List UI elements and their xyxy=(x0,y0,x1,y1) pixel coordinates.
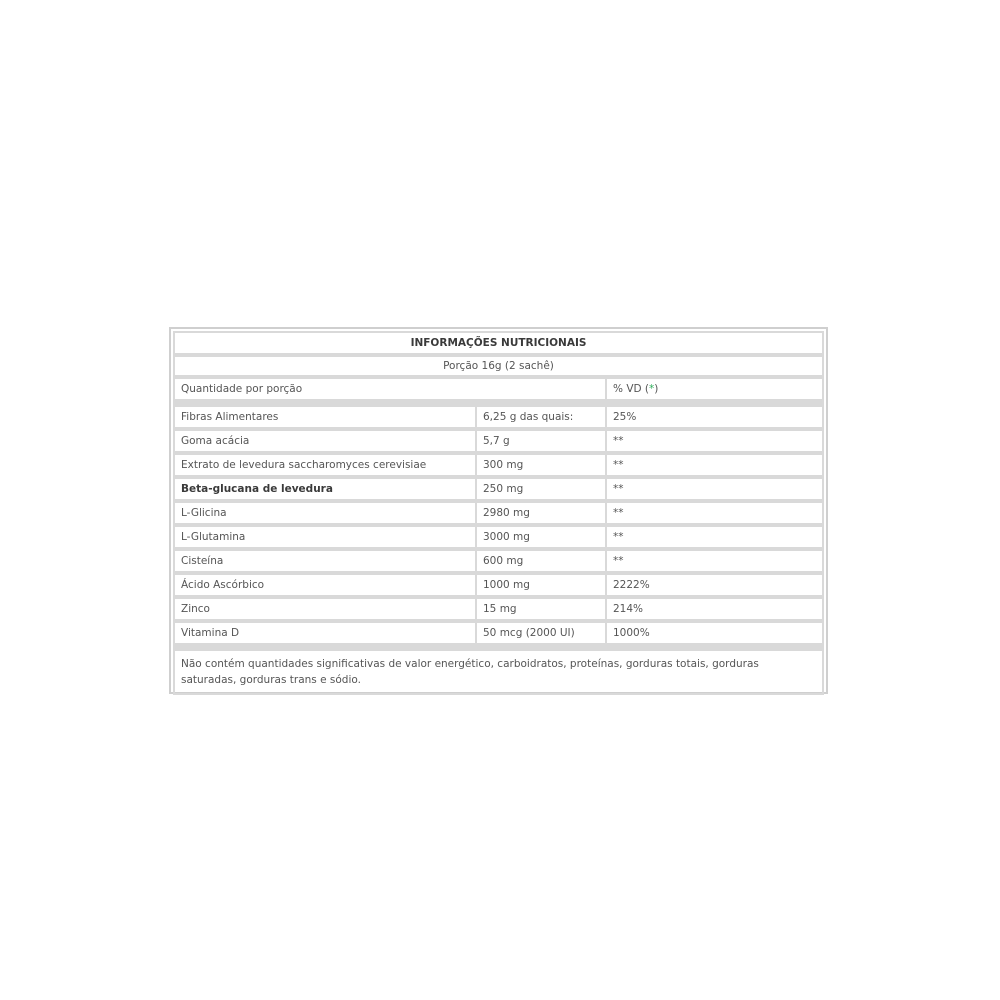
table-row xyxy=(173,453,824,477)
nutrient-vd: 214% xyxy=(613,603,644,615)
nutrient-vd: ** xyxy=(613,459,624,471)
vd-suffix: ) xyxy=(654,383,659,395)
table-footnote: Não contém quantidades significativas de valor energético, carboidratos, proteínas, gorduras totais, gorduras saturadas, gorduras trans e sódio. xyxy=(173,649,824,695)
table-row xyxy=(173,477,824,501)
vd-prefix: % VD ( xyxy=(613,383,650,395)
nutrient-name: L-Glutamina xyxy=(175,527,477,547)
table-row xyxy=(173,525,824,549)
nutrient-name: Cisteína xyxy=(175,551,477,571)
header-row xyxy=(173,377,824,401)
nutrient-vd: ** xyxy=(613,507,624,519)
nutrient-amount: 2980 mg xyxy=(477,503,607,523)
table-row xyxy=(173,573,824,597)
nutrient-name: Beta-glucana de levedura xyxy=(175,479,477,499)
nutrient-amount: 6,25 g das quais: xyxy=(477,407,607,427)
nutrient-amount: 50 mcg (2000 UI) xyxy=(477,623,607,643)
nutrient-vd: ** xyxy=(613,555,624,567)
serving-row xyxy=(173,355,824,377)
nutrient-name: Goma acácia xyxy=(175,431,477,451)
nutrient-name: Vitamina D xyxy=(175,623,477,643)
nutrient-vd: ** xyxy=(613,435,624,447)
table-row xyxy=(173,501,824,525)
table-row xyxy=(173,621,824,645)
nutrient-amount: 250 mg xyxy=(477,479,607,499)
nutrient-amount: 5,7 g xyxy=(477,431,607,451)
nutrient-amount: 3000 mg xyxy=(477,527,607,547)
nutrient-name: Ácido Ascórbico xyxy=(175,575,477,595)
nutrient-amount: 300 mg xyxy=(477,455,607,475)
vd-asterisk: * xyxy=(649,383,655,395)
nutrient-vd: 1000% xyxy=(613,627,650,639)
nutrient-amount: 1000 mg xyxy=(477,575,607,595)
table-row xyxy=(173,405,824,429)
nutrient-vd: ** xyxy=(613,483,624,495)
nutrition-table xyxy=(169,327,828,694)
nutrient-name: Zinco xyxy=(175,599,477,619)
vd-header xyxy=(607,379,822,399)
nutrient-name: Fibras Alimentares xyxy=(175,407,477,427)
serving-size: Porção 16g (2 sachê) xyxy=(443,360,554,372)
nutrient-name: Extrato de levedura saccharomyces cerevisiae xyxy=(175,455,477,475)
nutrient-name: L-Glicina xyxy=(175,503,477,523)
nutrient-amount: 600 mg xyxy=(477,551,607,571)
table-row xyxy=(173,429,824,453)
table-row xyxy=(173,549,824,573)
quantity-header: Quantidade por porção xyxy=(175,379,607,399)
nutrient-vd: 2222% xyxy=(613,579,650,591)
table-title-row xyxy=(173,331,824,355)
table-title: INFORMAÇÕES NUTRICIONAIS xyxy=(410,337,587,349)
table-row xyxy=(173,597,824,621)
nutrient-vd: ** xyxy=(613,531,624,543)
nutrient-vd: 25% xyxy=(613,411,637,423)
nutrient-amount: 15 mg xyxy=(477,599,607,619)
